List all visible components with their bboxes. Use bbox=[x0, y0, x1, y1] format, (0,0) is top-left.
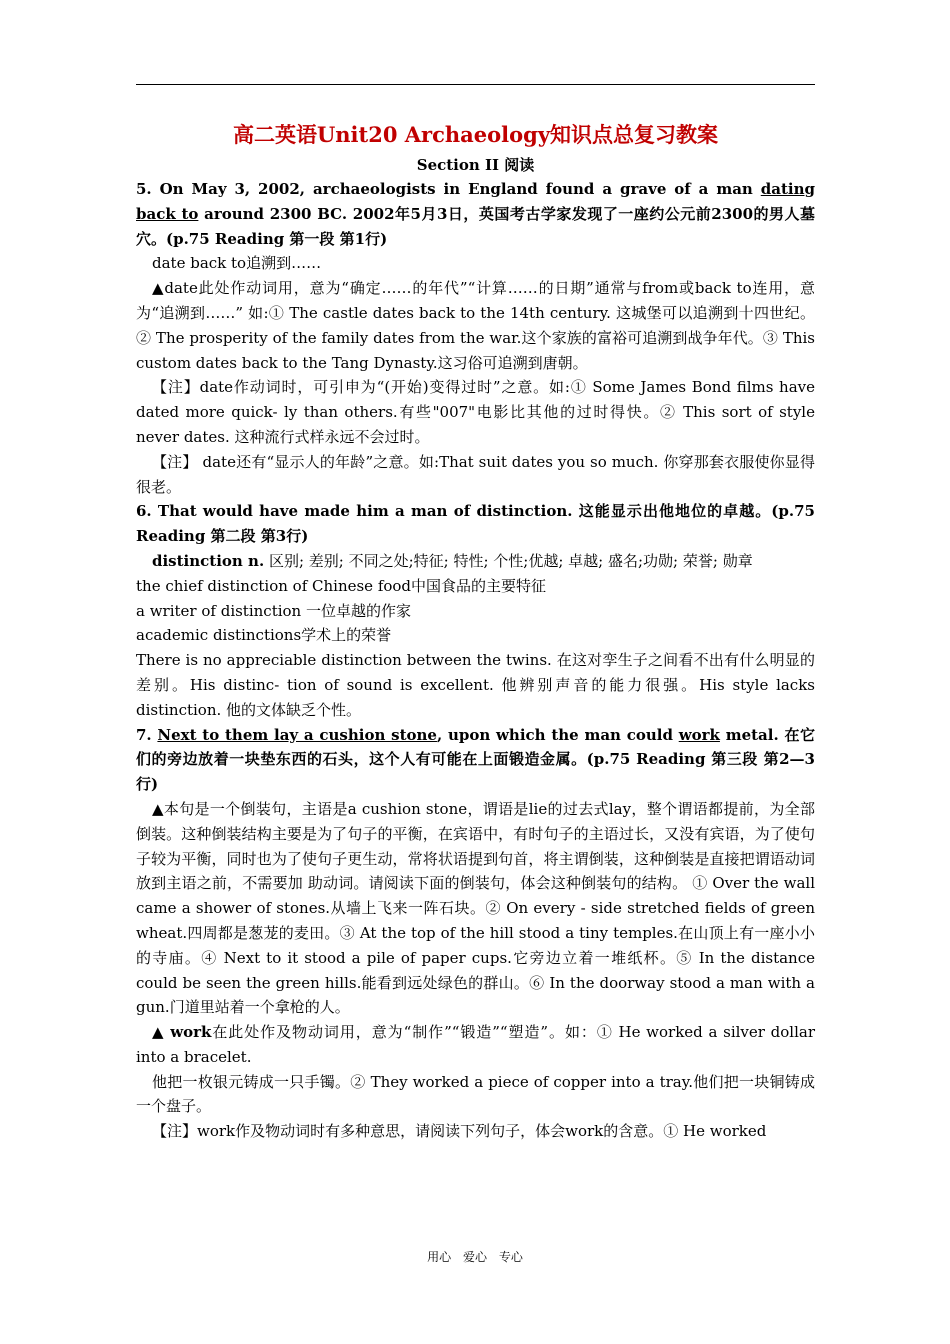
item5-text-b: around 2300 BC. 2002年5月3日，英国考古学家发现了一座约公元前2300的男人墓穴。(p.75 Reading 第一段 第1行) bbox=[136, 204, 815, 248]
footer-word-1: 用心 bbox=[427, 1250, 452, 1264]
item5-note2: 【注】date作动词时，可引申为“(开始)变得过时”之意。如:① Some James Bond films have dated more quick- ly than others.有些"007"电影比其他的过时得快。② This sort of style never dates. 这种流行式样永远不会过时。 bbox=[136, 378, 815, 446]
item7-note2 bbox=[136, 1020, 815, 1070]
footer-word-3: 专心 bbox=[498, 1250, 523, 1264]
item6-example-4: There is no appreciable distinction between the twins. 在这对孪生子之间看不出有什么明显的差别。His distinc- tion of sound is excellent. 他辨别声音的能力很强。His style lacks distinction. 他的文体缺乏个性。 bbox=[136, 651, 815, 719]
document-body bbox=[136, 117, 815, 1144]
item6-example-2: a writer of distinction 一位卓越的作家 bbox=[136, 601, 411, 620]
item7-text-rest: metal. 在它们的旁边放着一块垫东西的石头，这个人有可能在上面锻造金属。(p.75 Reading 第三段 第2—3行) bbox=[136, 725, 815, 794]
item7-num: 7. bbox=[136, 725, 158, 744]
item6-head-meaning: 区别; 差别; 不同之处;特征; 特性; 个性;优越; 卓越; 盛名;功勋; 荣誉; 勋章 bbox=[264, 551, 753, 570]
item5-text-a: 5. On May 3, 2002, archaeologists in England found a grave of a man bbox=[136, 180, 761, 198]
item7-sentence bbox=[136, 723, 815, 797]
item7-note2-mark: ▲ bbox=[152, 1023, 171, 1042]
item5-underlined: dating back to bbox=[136, 180, 815, 223]
item5-sentence bbox=[136, 177, 815, 251]
item5-head: date back to追溯到…… bbox=[152, 254, 322, 273]
item7-note2-rest: 在此处作及物动词用，意为“制作”“锻造”“塑造”。如：① He worked a silver dollar into a bracelet. bbox=[136, 1023, 815, 1066]
section-heading: Section II 阅读 bbox=[416, 156, 535, 174]
item6-head bbox=[136, 549, 815, 574]
item7-note1: ▲本句是一个倒装句，主语是a cushion stone，谓语是lie的过去式lay，整个谓语都提前，为全部倒装。这种倒装结构主要是为了句子的平衡，在宾语中，有时句子的主语过长，又没有宾语，为了使句子较为平衡，同时也为了使句子更生动，常将状语提到句首，将主谓倒装，这种倒装是直接把谓语动词放到主语之前，不需要加 助动词。请阅读下面的倒装句，体会这种倒装句的结构。 ① Over the wall came a shower of stones.从墙上飞来一阵石块。② On every - side stretched fields of green wheat.四周都是葱茏的麦田。③ At the top of the hill stood a tiny temples.在山顶上有一座小小的寺庙。④ Next to it stood a pile of paper cups.它旁边立着一堆纸杯。⑤ In the distance could be seen the green hills.能看到远处绿色的群山。⑥ In the doorway stood a man with a gun.门道里站着一个拿枪的人。 bbox=[136, 799, 815, 1017]
page-footer bbox=[0, 1248, 950, 1265]
item6-sentence: 6. That would have made him a man of distinction. 这能显示出他地位的卓越。(p.75 Reading 第二段 第3行) bbox=[136, 502, 815, 546]
item7-note2-word: work bbox=[170, 1023, 212, 1042]
item7-note3: 他把一枚银元铸成一只手镯。② They worked a piece of copper into a tray.他们把一块铜铸成一个盘子。 bbox=[136, 1072, 815, 1116]
item6-example-1: the chief distinction of Chinese food中国食品的主要特征 bbox=[136, 576, 547, 595]
item7-note4: 【注】work作及物动词时有多种意思，请阅读下列句子，体会work的含意。① He worked bbox=[152, 1122, 767, 1141]
header-rule bbox=[136, 84, 815, 85]
item7-underlined-2: work bbox=[678, 725, 720, 744]
item5-note3: 【注】 date还有“显示人的年龄”之意。如:That suit dates you so much. 你穿那套衣服使你显得很老。 bbox=[136, 452, 815, 496]
document-title: 高二英语Unit20 Archaeology知识点总复习教案 bbox=[232, 122, 719, 147]
item5-note1: ▲date此处作动词用，意为“确定……的年代”“计算……的日期”通常与from或back to连用，意为“追溯到……” 如:① The castle dates back to the 14th century. 这城堡可以追溯到十四世纪。② The prosperity of the family dates from the war.这个家族的富裕可追溯到战争年代。③ This custom dates back to the Tang Dynasty.这习俗可追溯到唐朝。 bbox=[136, 279, 815, 372]
item7-underlined-1: Next to them lay a cushion stone bbox=[157, 725, 437, 744]
item7-text-mid: , upon which the man could bbox=[436, 725, 679, 744]
item6-example-3: academic distinctions学术上的荣誉 bbox=[136, 626, 392, 645]
item6-head-word: distinction n. bbox=[152, 551, 265, 570]
footer-word-2: 爱心 bbox=[462, 1250, 487, 1264]
